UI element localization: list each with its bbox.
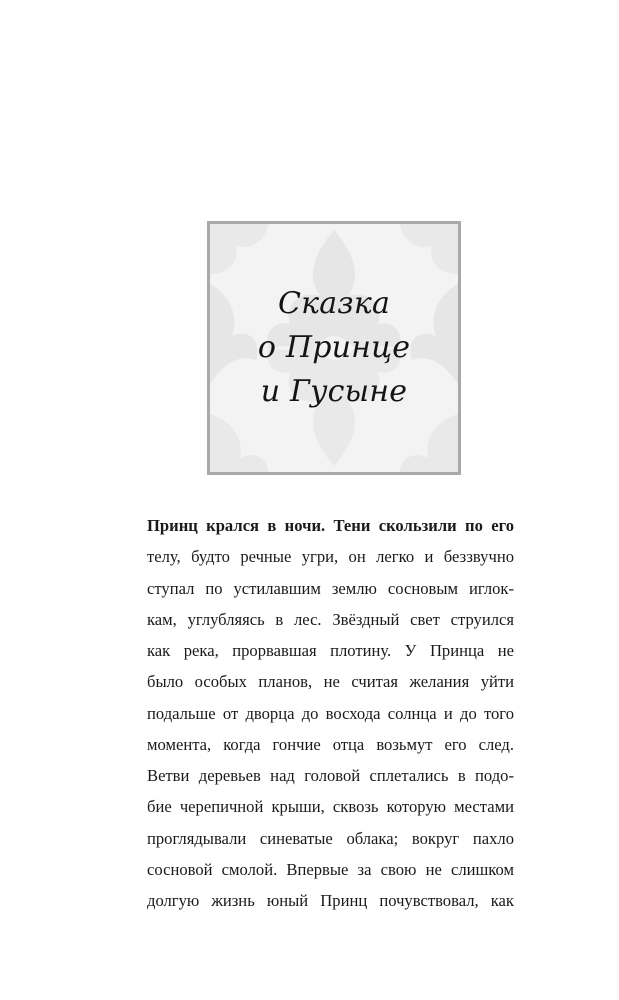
text-line: кам, углубляясь в лес. Звёздный свет струился [147, 609, 514, 629]
chapter-title-line: и Гусыне [260, 374, 408, 409]
chapter-title-line: Сказка [277, 286, 391, 321]
text-line: ступал по устилавшим землю сосновым иглок- [147, 578, 514, 598]
text-line: сосновой смолой. Впервые за свою не слишком [147, 859, 514, 879]
chapter-title-frame [207, 221, 461, 475]
chapter-title [210, 282, 458, 414]
text-line: бие черепичной крыши, сквозь которую местами [147, 797, 514, 817]
text-line: телу, будто речные угри, он легко и беззвучно [147, 547, 514, 567]
text-line: Ветви деревьев над головой сплетались в подо- [147, 766, 514, 785]
text-line: момента, когда гончие отца возьмут его след. [147, 734, 514, 754]
chapter-body-text [147, 510, 514, 916]
text-line: подальше от дворца до восхода солнца и до того [147, 703, 514, 723]
text-line: проглядывали синеватые облака; вокруг пахло [147, 828, 514, 848]
lead-in-sentence: Принц крался в ночи. Тени скользили по его [147, 516, 514, 535]
text-line: долгую жизнь юный Принц почувствовал, как [147, 891, 514, 910]
chapter-title-line: о Принце [257, 330, 411, 365]
text-line: как река, прорвавшая плотину. У Принца не [147, 641, 514, 660]
text-line: было особых планов, не считая желания уйти [147, 672, 514, 692]
